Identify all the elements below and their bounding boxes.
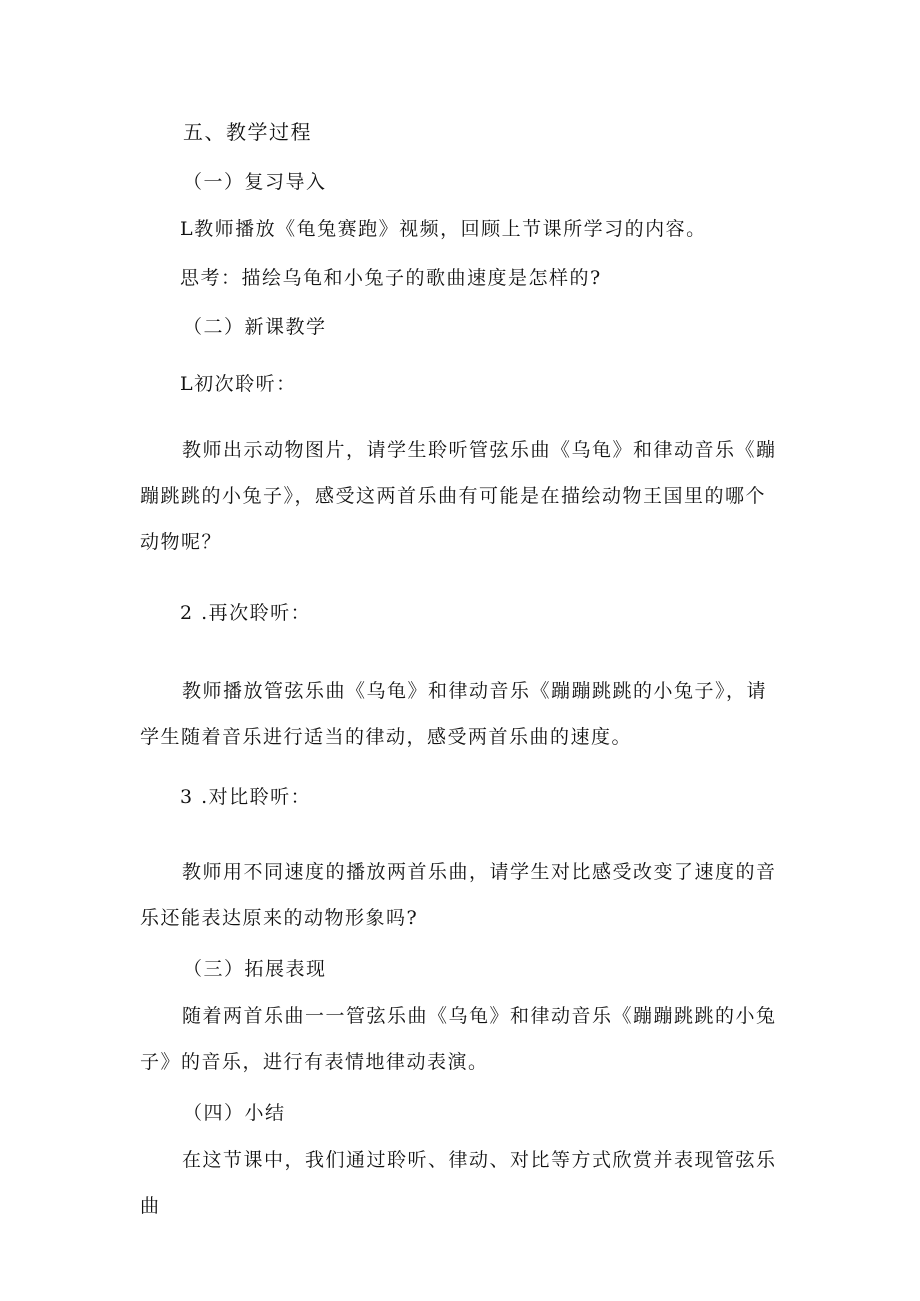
subheading-summary: （四）小结 xyxy=(183,1102,286,1124)
section-title: 五、教学过程 xyxy=(183,120,312,144)
subheading-review: （一）复习导入 xyxy=(183,171,327,193)
step2-title: 2 .再次聆听： xyxy=(180,602,312,624)
subheading-expand: （三）拓展表现 xyxy=(183,958,327,980)
step3-body: 教师用不同速度的播放两首乐曲，请学生对比感受改变了速度的音乐还能表达原来的动物形象吗? xyxy=(140,861,777,929)
summary-body: 在这节课中，我们通过聆听、律动、对比等方式欣赏并表现管弦乐曲 xyxy=(140,1149,777,1217)
step2-body: 教师播放管弦乐曲《乌龟》和律动音乐《蹦蹦跳跳的小兔子》，请学生随着音乐进行适当的律动，感受两首乐曲的速度。 xyxy=(140,680,768,748)
think-question: 思考：描绘乌龟和小兔子的歌曲速度是怎样的? xyxy=(180,267,602,289)
subheading-new-lesson: （二）新课教学 xyxy=(183,316,327,338)
step1-body: 教师出示动物图片，请学生聆听管弦乐曲《乌龟》和律动音乐《蹦蹦跳跳的小兔子》，感受这两首乐曲有可能是在描绘动物王国里的哪个动物呢？ xyxy=(140,439,777,553)
review-item: L教师播放《龟兔赛跑》视频，回顾上节课所学习的内容。 xyxy=(180,218,707,240)
expand-body: 随着两首乐曲一一管弦乐曲《乌龟》和律动音乐《蹦蹦跳跳的小兔子》的音乐，进行有表情地律动表演。 xyxy=(140,1005,777,1073)
step1-title: L初次聆听： xyxy=(180,373,297,395)
step3-title: 3 .对比聆听： xyxy=(180,786,312,808)
